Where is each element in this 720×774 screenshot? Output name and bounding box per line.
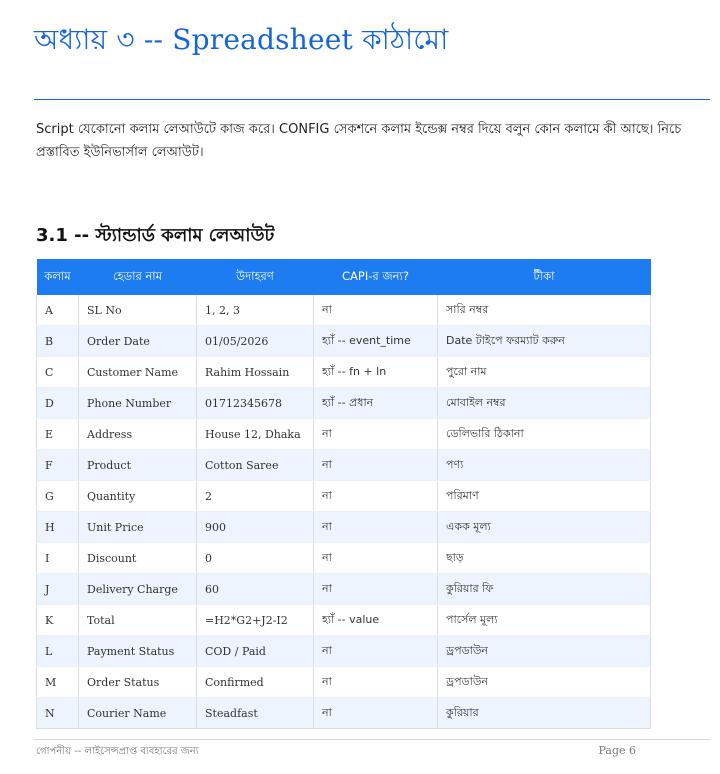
cell-example: Confirmed [197,667,314,698]
title-divider [34,99,710,100]
cell-example: =H2*G2+J2-I2 [197,605,314,636]
table-row [37,388,651,419]
cell-header-name: Unit Price [79,512,197,543]
table-header-row [37,259,651,295]
cell-header-name: Courier Name [79,698,197,729]
cell-note: Date টাইপে ফরম্যাট করুন [438,326,651,357]
cell-header-name: Order Status [79,667,197,698]
table-row [37,667,651,698]
cell-column: E [37,419,79,450]
cell-note: একক মূল্য [438,512,651,543]
table-row [37,636,651,667]
cell-example: House 12, Dhaka [197,419,314,450]
cell-capi: না [314,698,438,729]
header-header-name: হেডার নাম [79,259,197,295]
cell-note: পার্সেল মূল্য [438,605,651,636]
header-capi: CAPI-র জন্য? [314,259,438,295]
cell-header-name: Address [79,419,197,450]
intro-paragraph: Script যেকোনো কলাম লেআউটে কাজ করে। CONFIG সেকশনে কলাম ইন্ডেক্স নম্বর দিয়ে বলুন কোন কলামে কী আছে। নিচে প্রস্তাবিত ইউনিভার্সাল লেআউট। [36,122,682,160]
cell-header-name: Quantity [79,481,197,512]
cell-column: D [37,388,79,419]
table-body [37,295,651,729]
cell-example: Steadfast [197,698,314,729]
cell-header-name: Payment Status [79,636,197,667]
cell-header-name: Delivery Charge [79,574,197,605]
cell-header-name: Discount [79,543,197,574]
cell-header-name: Customer Name [79,357,197,388]
cell-note: ডেলিভারি ঠিকানা [438,419,651,450]
cell-note: পুরো নাম [438,357,651,388]
table-row [37,543,651,574]
table-row [37,481,651,512]
cell-column: L [37,636,79,667]
cell-column: M [37,667,79,698]
header-example: উদাহরণ [197,259,314,295]
table-row [37,419,651,450]
cell-note: কুরিয়ার ফি [438,574,651,605]
header-column: কলাম [37,259,79,295]
cell-note: পণ্য [438,450,651,481]
table-row [37,605,651,636]
cell-example: Rahim Hossain [197,357,314,388]
cell-column: K [37,605,79,636]
cell-column: A [37,295,79,326]
cell-header-name: Total [79,605,197,636]
cell-column: B [37,326,79,357]
table-row [37,574,651,605]
cell-capi: না [314,481,438,512]
cell-capi: না [314,667,438,698]
cell-note: ড্রপডাউন [438,636,651,667]
table-row [37,450,651,481]
table-row [37,512,651,543]
cell-capi: না [314,450,438,481]
cell-example: 01/05/2026 [197,326,314,357]
cell-note: কুরিয়ার [438,698,651,729]
cell-column: G [37,481,79,512]
cell-note: সারি নম্বর [438,295,651,326]
cell-capi: হ্যাঁ -- event_time [314,326,438,357]
cell-example: COD / Paid [197,636,314,667]
cell-header-name: Order Date [79,326,197,357]
cell-capi: না [314,295,438,326]
cell-column: C [37,357,79,388]
cell-capi: হ্যাঁ -- প্রধান [314,388,438,419]
cell-header-name: SL No [79,295,197,326]
cell-example: 0 [197,543,314,574]
header-note: টীকা [438,259,651,295]
cell-capi: না [314,574,438,605]
column-layout-table-container [36,259,650,729]
cell-header-name: Phone Number [79,388,197,419]
cell-capi: না [314,543,438,574]
table-row [37,326,651,357]
chapter-title: অধ্যায় ৩ -- Spreadsheet কাঠামো [34,23,449,56]
page-number: Page 6 [598,744,636,757]
cell-column: H [37,512,79,543]
cell-example: 1, 2, 3 [197,295,314,326]
cell-note: ড্রপডাউন [438,667,651,698]
cell-column: F [37,450,79,481]
cell-example: 2 [197,481,314,512]
cell-capi: হ্যাঁ -- fn + ln [314,357,438,388]
cell-header-name: Product [79,450,197,481]
cell-column: N [37,698,79,729]
table-row [37,357,651,388]
footer-divider [34,739,710,740]
table-row [37,698,651,729]
column-layout-table [36,259,651,729]
footer-confidential-text: গোপনীয় -- লাইসেন্সপ্রাপ্ত ব্যবহারের জন্য [36,746,199,757]
section-heading: 3.1 -- স্ট্যান্ডার্ড কলাম লেআউট [36,225,275,246]
cell-capi: না [314,636,438,667]
cell-capi: না [314,512,438,543]
cell-example: 60 [197,574,314,605]
cell-example: 01712345678 [197,388,314,419]
cell-capi: হ্যাঁ -- value [314,605,438,636]
cell-note: মোবাইল নম্বর [438,388,651,419]
cell-capi: না [314,419,438,450]
cell-note: পরিমাণ [438,481,651,512]
table-row [37,295,651,326]
cell-column: J [37,574,79,605]
cell-example: Cotton Saree [197,450,314,481]
cell-example: 900 [197,512,314,543]
cell-column: I [37,543,79,574]
cell-note: ছাড় [438,543,651,574]
